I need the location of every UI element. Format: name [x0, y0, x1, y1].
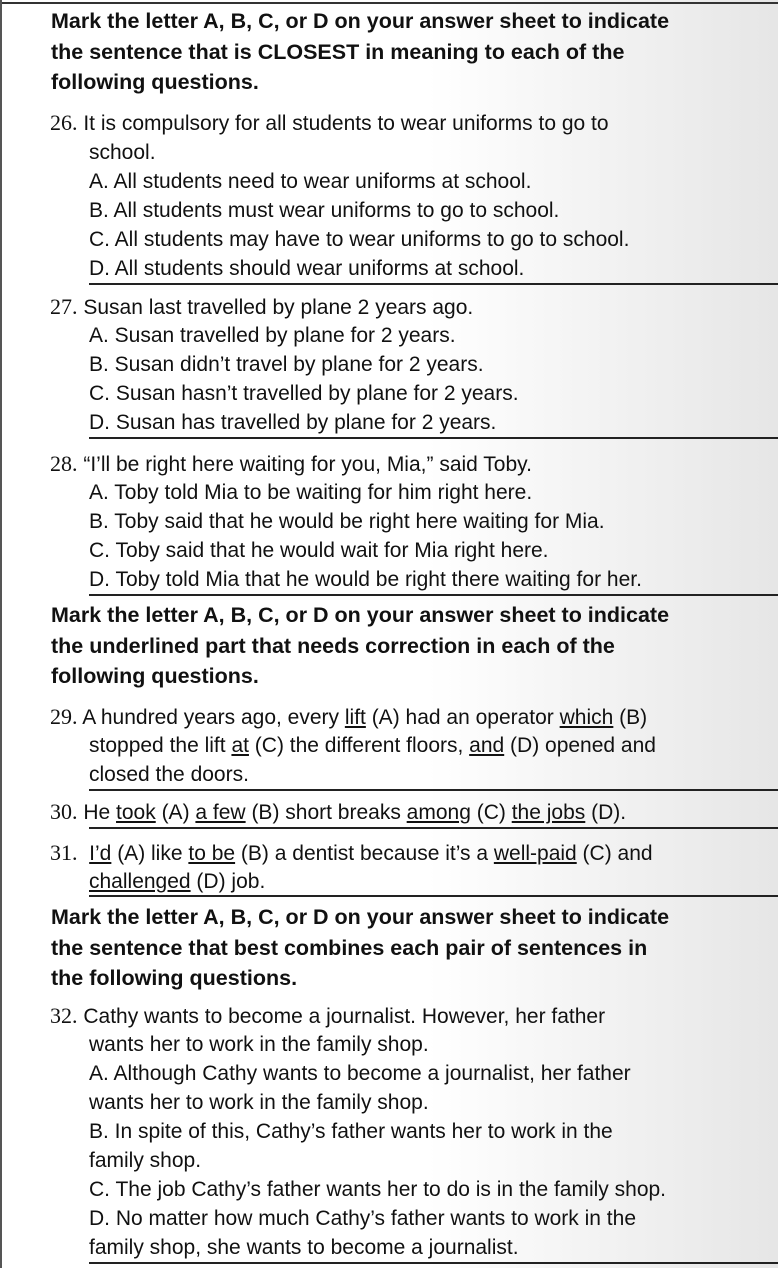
question-29-line2	[89, 731, 656, 760]
question-28-option-c: C. Toby said that he would wait for Mia right here.	[89, 539, 549, 562]
question-27-option-d: D. Susan has travelled by plane for 2 years.	[89, 411, 497, 434]
question-28-stem	[50, 449, 532, 479]
question-26-stem-line2: school.	[89, 141, 156, 164]
question-31-number: 31.	[50, 840, 78, 865]
text: A hundred years ago, every	[82, 706, 345, 729]
underlined-challenged: challenged	[89, 870, 191, 893]
underlined-well-paid: well-paid	[493, 842, 577, 865]
question-32-stem	[50, 1001, 605, 1031]
text: (D).	[585, 801, 627, 824]
text: (D) opened and	[504, 734, 656, 757]
text: (B)	[613, 706, 648, 729]
underlined-among: among	[406, 801, 471, 824]
text: (B) short breaks	[245, 801, 407, 824]
underlined-a-few: a few	[195, 801, 246, 824]
question-32-option-d-line2: family shop, she wants to become a journalist.	[89, 1236, 519, 1259]
question-27-stem	[50, 292, 473, 322]
question-27-stem-text: Susan last travelled by plane 2 years ago.	[83, 296, 474, 319]
text: (D) job.	[190, 870, 266, 893]
question-29-number: 29.	[50, 704, 78, 729]
question-27-option-a: A. Susan travelled by plane for 2 years.	[89, 324, 456, 347]
question-28-number: 28.	[50, 451, 78, 476]
question-32-option-a-line2: wants her to work in the family shop.	[89, 1091, 429, 1114]
text: (C) and	[576, 842, 653, 865]
question-26-option-d: D. All students should wear uniforms at school.	[89, 257, 525, 280]
question-32-option-c: C. The job Cathy’s father wants her to do is in the family shop.	[89, 1178, 667, 1201]
underlined-the-jobs: the jobs	[511, 801, 586, 824]
question-28-option-d: D. Toby told Mia that he would be right there waiting for her.	[89, 568, 642, 591]
question-26-option-c: C. All students may have to wear uniforms to go to school.	[89, 228, 630, 251]
left-border	[0, 0, 2, 1268]
question-27-option-c: C. Susan hasn’t travelled by plane for 2 years.	[89, 382, 519, 405]
text: stopped the lift	[89, 734, 232, 757]
question-28-option-b: B. Toby said that he would be right here waiting for Mia.	[89, 510, 605, 533]
top-border	[0, 2, 778, 4]
divider	[89, 437, 778, 439]
text: (C)	[470, 801, 512, 824]
question-29-line1	[50, 702, 647, 732]
question-30-number: 30.	[50, 799, 78, 824]
question-29-line3: closed the doors.	[89, 763, 249, 786]
instruction-combine-sentences: Mark the letter A, B, C, or D on your answer sheet to indicate the sentence that best combines each pair of sentences in the following questions.	[51, 905, 670, 990]
question-27-option-b: B. Susan didn’t travel by plane for 2 years.	[89, 353, 484, 376]
divider	[89, 283, 778, 285]
question-32-stem-line2: wants her to work in the family shop.	[89, 1033, 429, 1056]
text: (B) a dentist because it’s a	[235, 842, 494, 865]
text: (A) like	[111, 842, 189, 865]
question-32-option-b-line2: family shop.	[89, 1149, 202, 1172]
underlined-took: took	[116, 801, 156, 824]
instruction-error-correction: Mark the letter A, B, C, or D on your answer sheet to indicate the underlined part that needs correction in each of the following questions.	[51, 603, 670, 688]
question-32-number: 32.	[50, 1003, 78, 1028]
text: He	[83, 801, 117, 824]
question-31-line1	[50, 838, 653, 868]
question-28-stem-text: “I’ll be right here waiting for you, Mia,” said Toby.	[83, 453, 532, 476]
question-26-option-b: B. All students must wear uniforms to go to school.	[89, 199, 560, 222]
divider	[89, 895, 778, 897]
question-26-stem	[50, 108, 609, 138]
question-32-option-b-line1: B. In spite of this, Cathy’s father wants her to work in the	[89, 1120, 613, 1143]
question-26-stem-line1: It is compulsory for all students to wear uniforms to go to	[83, 112, 609, 135]
question-32-stem-line1: Cathy wants to become a journalist. However, her father	[83, 1005, 606, 1028]
underlined-lift: lift	[344, 706, 366, 729]
underlined-which: which	[559, 706, 614, 729]
question-26-number: 26.	[50, 110, 78, 135]
question-28-option-a: A. Toby told Mia to be waiting for him right here.	[89, 481, 533, 504]
question-30-line	[50, 797, 626, 827]
text: (C) the different floors,	[248, 734, 470, 757]
question-32-option-a-line1: A. Although Cathy wants to become a journalist, her father	[89, 1062, 631, 1085]
underlined-at: at	[231, 734, 249, 757]
underlined-and: and	[469, 734, 505, 757]
question-27-number: 27.	[50, 294, 78, 319]
divider	[89, 827, 778, 829]
text: (A) had an operator	[365, 706, 560, 729]
question-31-line2	[89, 867, 265, 896]
underlined-to-be: to be	[188, 842, 236, 865]
underlined-id: I’d	[89, 842, 112, 865]
divider	[89, 789, 778, 791]
text: (A)	[155, 801, 196, 824]
divider	[89, 1262, 778, 1264]
question-32-option-d-line1: D. No matter how much Cathy’s father wants to work in the	[89, 1207, 637, 1230]
instruction-closest-meaning: Mark the letter A, B, C, or D on your answer sheet to indicate the sentence that is CLOSEST in meaning to each of the following questions.	[51, 9, 670, 94]
question-26-option-a: A. All students need to wear uniforms at school.	[89, 170, 532, 193]
divider	[89, 594, 778, 596]
